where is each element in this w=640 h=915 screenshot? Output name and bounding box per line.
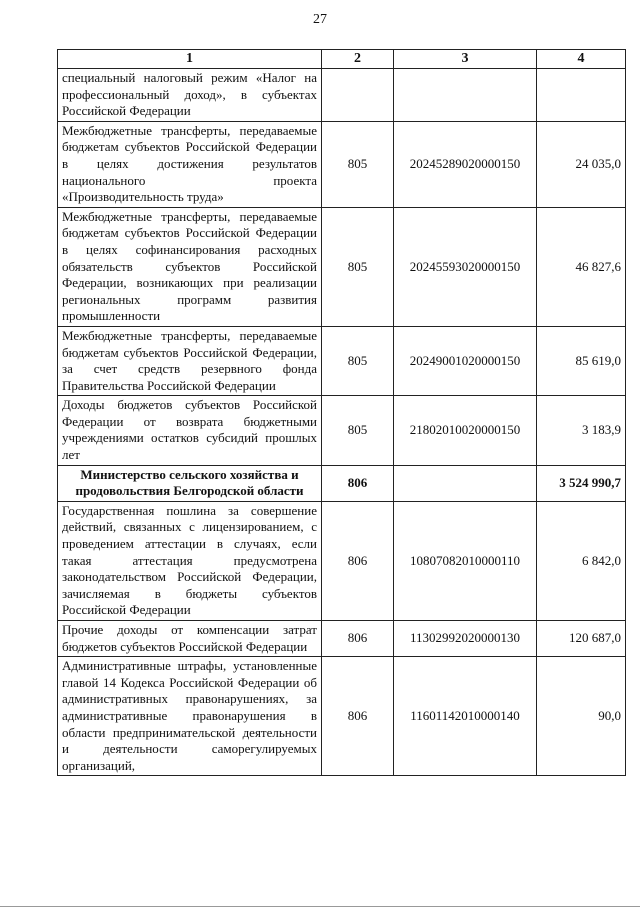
ministry-total-row [58, 465, 626, 501]
row-name: Государственная пошлина за совершение действий, связанных с лицензированием, с проведением аттестации в случаях, если такая аттестация предусмотрена законодательством Российской Федерации, зачисляемая в бюджеты субъектов Российской Федерации [58, 501, 322, 620]
table-row [58, 207, 626, 326]
row-name: специальный налоговый режим «Налог на профессиональный доход», в субъектах Российской Федерации [58, 69, 322, 122]
row-amount [537, 69, 626, 122]
row-name: Межбюджетные трансферты, передаваемые бюджетам субъектов Российской Федерации в целях достижения результатов национального проекта «Производительность труда» [58, 121, 322, 207]
row-name: Прочие доходы от компенсации затрат бюджетов субъектов Российской Федерации [58, 621, 322, 657]
table-header-row [58, 50, 626, 69]
ministry-total-amount: 3 524 990,7 [537, 465, 626, 501]
row-amount: 85 619,0 [537, 326, 626, 395]
page-bottom-rule [0, 906, 640, 907]
row-name: Административные штрафы, установленные главой 14 Кодекса Российской Федерации об административных правонарушениях, за административные правонарушения в области предпринимательской деятельности и деятельности саморегулируемых организаций, [58, 657, 322, 776]
column-header-3: 3 [394, 50, 537, 69]
table-row [58, 121, 626, 207]
row-admin-code [322, 69, 394, 122]
revenue-table [57, 49, 626, 776]
table-row [58, 396, 626, 465]
row-amount: 24 035,0 [537, 121, 626, 207]
row-admin-code: 805 [322, 207, 394, 326]
row-amount: 90,0 [537, 657, 626, 776]
row-revenue-code: 20245289020000150 [394, 121, 537, 207]
row-name: Межбюджетные трансферты, передаваемые бюджетам субъектов Российской Федерации, за счет средств резервного фонда Правительства Российской Федерации [58, 326, 322, 395]
row-admin-code: 805 [322, 121, 394, 207]
row-revenue-code: 11302992020000130 [394, 621, 537, 657]
row-amount: 6 842,0 [537, 501, 626, 620]
row-revenue-code [394, 69, 537, 122]
column-header-4: 4 [537, 50, 626, 69]
table-row [58, 326, 626, 395]
row-revenue-code: 20249001020000150 [394, 326, 537, 395]
row-amount: 120 687,0 [537, 621, 626, 657]
row-revenue-code: 11601142010000140 [394, 657, 537, 776]
table-row [58, 621, 626, 657]
table-row [58, 501, 626, 620]
row-admin-code: 806 [322, 621, 394, 657]
row-amount: 3 183,9 [537, 396, 626, 465]
row-admin-code: 806 [322, 657, 394, 776]
row-name: Доходы бюджетов субъектов Российской Федерации от возврата бюджетными учреждениями остатков субсидий прошлых лет [58, 396, 322, 465]
row-revenue-code: 20245593020000150 [394, 207, 537, 326]
row-admin-code: 805 [322, 396, 394, 465]
row-revenue-code: 10807082010000110 [394, 501, 537, 620]
table-row [58, 657, 626, 776]
table-row [58, 69, 626, 122]
ministry-name: Министерство сельского хозяйства и продовольствия Белгородской области [58, 465, 322, 501]
row-name: Межбюджетные трансферты, передаваемые бюджетам субъектов Российской Федерации в целях софинансирования расходных обязательств субъектов Российской Федерации, возникающих при реализации региональных программ развития промышленности [58, 207, 322, 326]
row-amount: 46 827,6 [537, 207, 626, 326]
column-header-1: 1 [58, 50, 322, 69]
column-header-2: 2 [322, 50, 394, 69]
row-revenue-code: 21802010020000150 [394, 396, 537, 465]
row-admin-code: 805 [322, 326, 394, 395]
row-admin-code: 806 [322, 501, 394, 620]
ministry-admin-code: 806 [322, 465, 394, 501]
ministry-revenue-code [394, 465, 537, 501]
page-number: 27 [313, 12, 327, 27]
